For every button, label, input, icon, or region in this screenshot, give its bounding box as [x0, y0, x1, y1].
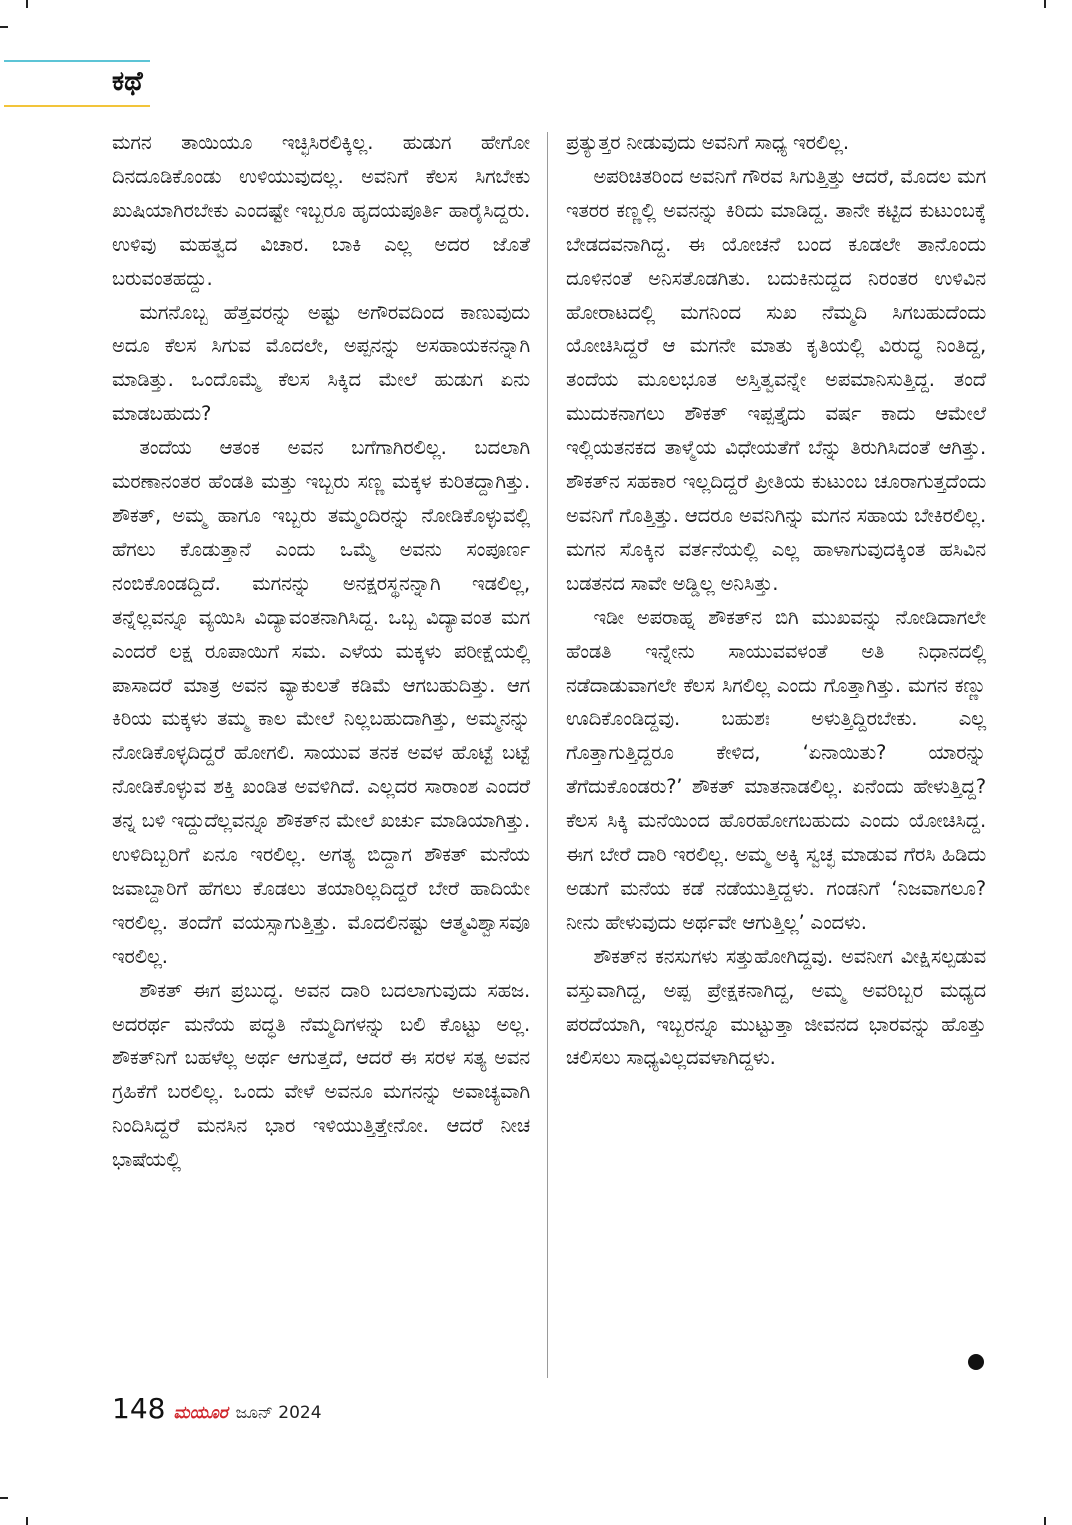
paragraph: ಪ್ರತ್ಯುತ್ತರ ನೀಡುವುದು ಅವನಿಗೆ ಸಾಧ್ಯ ಇರಲಿಲ್ಲ. [566, 131, 849, 154]
crop-mark-top-left-side [0, 26, 8, 28]
paragraph: ಅಪರಿಚಿತರಿಂದ ಅವನಿಗೆ ಗೌರವ ಸಿಗುತ್ತಿತ್ತು ಆದರೆ, ಮೊದಲ ಮಗ ಇತರರ ಕಣ್ಣಲ್ಲಿ ಅವನನ್ನು ಕಿರಿದು ಮಾಡಿದ್ದ. ತಾನೇ ಕಟ್ಟಿದ ಕುಟುಂಬಕ್ಕೆ ಬೇಡದವನಾಗಿದ್ದ. ಈ ಯೋಚನೆ ಬಂದ ಕೂಡಲೇ ತಾನೊಂದು ದೂಳಿನಂತೆ ಅನಿಸತೊಡಗಿತು. ಬದುಕಿನುದ್ದದ ನಿರಂತರ ಉಳಿವಿನ ಹೋರಾಟದಲ್ಲಿ ಮಗನಿಂದ ಸುಖ ನೆಮ್ಮದಿ ಸಿಗಬಹುದೆಂದು ಯೋಚಿಸಿದ್ದರೆ ಆ ಮಗನೇ ಮಾತು ಕೃತಿಯಲ್ಲಿ ವಿರುದ್ಧ ನಿಂತಿದ್ದ, ತಂದೆಯ ಮೂಲಭೂತ ಅಸ್ತಿತ್ವವನ್ನೇ ಅಪಮಾನಿಸುತ್ತಿದ್ದ. ತಂದೆ ಮುದುಕನಾಗಲು ಶೌಕತ್ ಇಪ್ಪತ್ತೈದು ವರ್ಷ ಕಾದು ಆಮೇಲೆ ಇಲ್ಲಿಯತನಕದ ತಾಳ್ಮೆಯ ವಿಧೇಯತೆಗೆ ಬೆನ್ನು ತಿರುಗಿಸಿದಂತೆ ಆಗಿತ್ತು. ಶೌಕತ್‌ನ ಸಹಕಾರ ಇಲ್ಲದಿದ್ದರೆ ಪ್ರೀತಿಯ ಕುಟುಂಬ ಚೂರಾಗುತ್ತದೆಂದು ಅವನಿಗೆ ಗೊತ್ತಿತ್ತು. ಆದರೂ ಅವನಿಗಿನ್ನು ಮಗನ ಸಹಾಯ ಬೇಕಿರಲಿಲ್ಲ. ಮಗನ ಸೊಕ್ಕಿನ ವರ್ತನೆಯಲ್ಲಿ ಎಲ್ಲ ಹಾಳಾಗುವುದಕ್ಕಿಂತ ಹಸಿವಿನ ಬಡತನದ ಸಾವೇ ಅಡ್ಡಿಲ್ಲ ಅನಿಸಿತ್ತು. [566, 164, 986, 595]
section-rule-bottom [4, 105, 150, 107]
paragraph: ಮಗನೊಬ್ಬ ಹೆತ್ತವರನ್ನು ಅಷ್ಟು ಅಗೌರವದಿಂದ ಕಾಣುವುದು ಅದೂ ಕೆಲಸ ಸಿಗುವ ಮೊದಲೇ, ಅಪ್ಪನನ್ನು ಅಸಹಾಯಕನನ್ನಾಗಿ ಮಾಡಿತ್ತು. ಒಂದೊಮ್ಮೆ ಕೆಲಸ ಸಿಕ್ಕಿದ ಮೇಲೆ ಹುಡುಗ ಏನು ಮಾಡಬಹುದು? [112, 300, 530, 426]
magazine-logo: ಮಯೂರ [173, 1403, 228, 1423]
crop-mark-bottom-left-side [0, 1497, 8, 1499]
left-text-column [112, 126, 530, 1177]
crop-mark-bottom-left [26, 1517, 28, 1525]
crop-mark-top-right [1044, 0, 1046, 8]
paragraph: ಮಗನ ತಾಯಿಯೂ ಇಚ್ಛಿಸಿರಲಿಕ್ಕಿಲ್ಲ. ಹುಡುಗ ಹೇಗೋ ದಿನದೂಡಿಕೊಂಡು ಉಳಿಯುವುದಲ್ಲ. ಅವನಿಗೆ ಕೆಲಸ ಸಿಗಬೇಕು ಖುಷಿಯಾಗಿರಬೇಕು ಎಂದಷ್ಟೇ ಇಬ್ಬರೂ ಹೃದಯಪೂರ್ತಿ ಹಾರೈಸಿದ್ದರು. ಉಳಿವು ಮಹತ್ವದ ವಿಚಾರ. ಬಾಕಿ ಎಲ್ಲ ಅದರ ಜೊತೆ ಬರುವಂತಹದ್ದು. [112, 131, 530, 290]
paragraph: ಶೌಕತ್‌ನ ಕನಸುಗಳು ಸತ್ತುಹೋಗಿದ್ದವು. ಅವನೀಗ ವೀಕ್ಷಿಸಲ್ಪಡುವ ವಸ್ತುವಾಗಿದ್ದ, ಅಪ್ಪ ಪ್ರೇಕ್ಷಕನಾಗಿದ್ದ, ಅಮ್ಮ ಅವರಿಬ್ಬರ ಮಧ್ಯದ ಪರದೆಯಾಗಿ, ಇಬ್ಬರನ್ನೂ ಮುಟ್ಟುತ್ತಾ ಜೀವನದ ಭಾರವನ್ನು ಹೊತ್ತು ಚಲಿಸಲು ಸಾಧ್ಯವಿಲ್ಲದವಳಾಗಿದ್ದಳು. [566, 944, 986, 1070]
paragraph: ಇಡೀ ಅಪರಾಹ್ನ ಶೌಕತ್‌ನ ಬಿಗಿ ಮುಖವನ್ನು ನೋಡಿದಾಗಲೇ ಹೆಂಡತಿ ಇನ್ನೇನು ಸಾಯುವವಳಂತೆ ಅತಿ ನಿಧಾನದಲ್ಲಿ ನಡೆದಾಡುವಾಗಲೇ ಕೆಲಸ ಸಿಗಲಿಲ್ಲ ಎಂದು ಗೊತ್ತಾಗಿತ್ತು. ಮಗನ ಕಣ್ಣು ಊದಿಕೊಂಡಿದ್ದವು. ಬಹುಶಃ ಅಳುತ್ತಿದ್ದಿರಬೇಕು. ಎಲ್ಲ ಗೊತ್ತಾಗುತ್ತಿದ್ದರೂ ಕೇಳಿದ, ‘ಏನಾಯಿತು? ಯಾರನ್ನು ತೆಗೆದುಕೊಂಡರು?’ ಶೌಕತ್ ಮಾತನಾಡಲಿಲ್ಲ. ಏನೆಂದು ಹೇಳುತ್ತಿದ್ದ? ಕೆಲಸ ಸಿಕ್ಕಿ ಮನೆಯಿಂದ ಹೊರಹೋಗಬಹುದು ಎಂದು ಯೋಚಿಸಿದ್ದ. ಈಗ ಬೇರೆ ದಾರಿ ಇರಲಿಲ್ಲ. ಅಮ್ಮ ಅಕ್ಕಿ ಸ್ವಚ್ಛ ಮಾಡುವ ಗೆರಸಿ ಹಿಡಿದು ಅಡುಗೆ ಮನೆಯ ಕಡೆ ನಡೆಯುತ್ತಿದ್ದಳು. ಗಂಡನಿಗೆ ‘ನಿಜವಾಗಲೂ? ನೀನು ಹೇಳುವುದು ಅರ್ಥವೇ ಆಗುತ್ತಿಲ್ಲ’ ಎಂದಳು. [566, 605, 986, 934]
page-number: 148 [112, 1392, 166, 1425]
paragraph: ಶೌಕತ್ ಈಗ ಪ್ರಬುದ್ಧ. ಅವನ ದಾರಿ ಬದಲಾಗುವುದು ಸಹಜ. ಅದರರ್ಥ ಮನೆಯ ಪದ್ಧತಿ ನೆಮ್ಮದಿಗಳನ್ನು ಬಲಿ ಕೊಟ್ಟು ಅಲ್ಲ. ಶೌಕತ್‌ನಿಗೆ ಬಹಳೆಲ್ಲ ಅರ್ಥ ಆಗುತ್ತದೆ, ಆದರೆ ಈ ಸರಳ ಸತ್ಯ ಅವನ ಗ್ರಹಿಕೆಗೆ ಬರಲಿಲ್ಲ. ಒಂದು ವೇಳೆ ಅವನೂ ಮಗನನ್ನು ಅವಾಚ್ಯವಾಗಿ ನಿಂದಿಸಿದ್ದರೆ ಮನಸಿನ ಭಾರ ಇಳಿಯುತ್ತಿತ್ತೇನೋ. ಆದರೆ ನೀಚ ಭಾಷೆಯಲ್ಲಿ [112, 978, 530, 1172]
section-rule-top [4, 60, 150, 62]
story-end-bullet [968, 1354, 984, 1370]
column-divider [547, 132, 548, 1378]
paragraph: ತಂದೆಯ ಆತಂಕ ಅವನ ಬಗೆಗಾಗಿರಲಿಲ್ಲ. ಬದಲಾಗಿ ಮರಣಾನಂತರ ಹೆಂಡತಿ ಮತ್ತು ಇಬ್ಬರು ಸಣ್ಣ ಮಕ್ಕಳ ಕುರಿತದ್ದಾಗಿತ್ತು. ಶೌಕತ್, ಅಮ್ಮ ಹಾಗೂ ಇಬ್ಬರು ತಮ್ಮಂದಿರನ್ನು ನೋಡಿಕೊಳ್ಳುವಲ್ಲಿ ಹೆಗಲು ಕೊಡುತ್ತಾನೆ ಎಂದು ಒಮ್ಮೆ ಅವನು ಸಂಪೂರ್ಣ ನಂಬಿಕೊಂಡದ್ದಿದೆ. ಮಗನನ್ನು ಅನಕ್ಷರಸ್ಥನನ್ನಾಗಿ ಇಡಲಿಲ್ಲ, ತನ್ನೆಲ್ಲವನ್ನೂ ವ್ಯಯಿಸಿ ವಿದ್ಯಾವಂತನಾಗಿಸಿದ್ದ. ಒಬ್ಬ ವಿದ್ಯಾವಂತ ಮಗ ಎಂದರೆ ಲಕ್ಷ ರೂಪಾಯಿಗೆ ಸಮ. ಎಳೆಯ ಮಕ್ಕಳು ಪರೀಕ್ಷೆಯಲ್ಲಿ ಪಾಸಾದರೆ ಮಾತ್ರ ಅವನ ವ್ಯಾಕುಲತೆ ಕಡಿಮೆ ಆಗಬಹುದಿತ್ತು. ಆಗ ಕಿರಿಯ ಮಕ್ಕಳು ತಮ್ಮ ಕಾಲ ಮೇಲೆ ನಿಲ್ಲಬಹುದಾಗಿತ್ತು, ಅಮ್ಮನನ್ನು ನೋಡಿಕೊಳ್ಳದಿದ್ದರೆ ಹೋಗಲಿ. ಸಾಯುವ ತನಕ ಅವಳ ಹೊಟ್ಟೆ ಬಟ್ಟೆ ನೋಡಿಕೊಳ್ಳುವ ಶಕ್ತಿ ಖಂಡಿತ ಅವಳಿಗಿದೆ. ಎಲ್ಲದರ ಸಾರಾಂಶ ಎಂದರೆ ತನ್ನ ಬಳಿ ಇದ್ದುದೆಲ್ಲವನ್ನೂ ಶೌಕತ್‌ನ ಮೇಲೆ ಖರ್ಚು ಮಾಡಿಯಾಗಿತ್ತು. ಉಳಿದಿಬ್ಬರಿಗೆ ಏನೂ ಇರಲಿಲ್ಲ. ಅಗತ್ಯ ಬಿದ್ದಾಗ ಶೌಕತ್ ಮನೆಯ ಜವಾಬ್ದಾರಿಗೆ ಹೆಗಲು ಕೊಡಲು ತಯಾರಿಲ್ಲದಿದ್ದರೆ ಬೇರೆ ಹಾದಿಯೇ ಇರಲಿಲ್ಲ. ತಂದೆಗೆ ವಯಸ್ಸಾಗುತ್ತಿತ್ತು. ಮೊದಲಿನಷ್ಟು ಆತ್ಮವಿಶ್ವಾಸವೂ ಇರಲಿಲ್ಲ. [112, 436, 530, 968]
crop-mark-top-left [26, 0, 28, 8]
right-text-column [566, 126, 986, 1075]
section-title: ಕಥೆ [112, 66, 143, 97]
crop-mark-bottom-right [1044, 1517, 1046, 1525]
page-footer [112, 1392, 322, 1425]
issue-date: ಜೂನ್ 2024 [235, 1403, 322, 1423]
